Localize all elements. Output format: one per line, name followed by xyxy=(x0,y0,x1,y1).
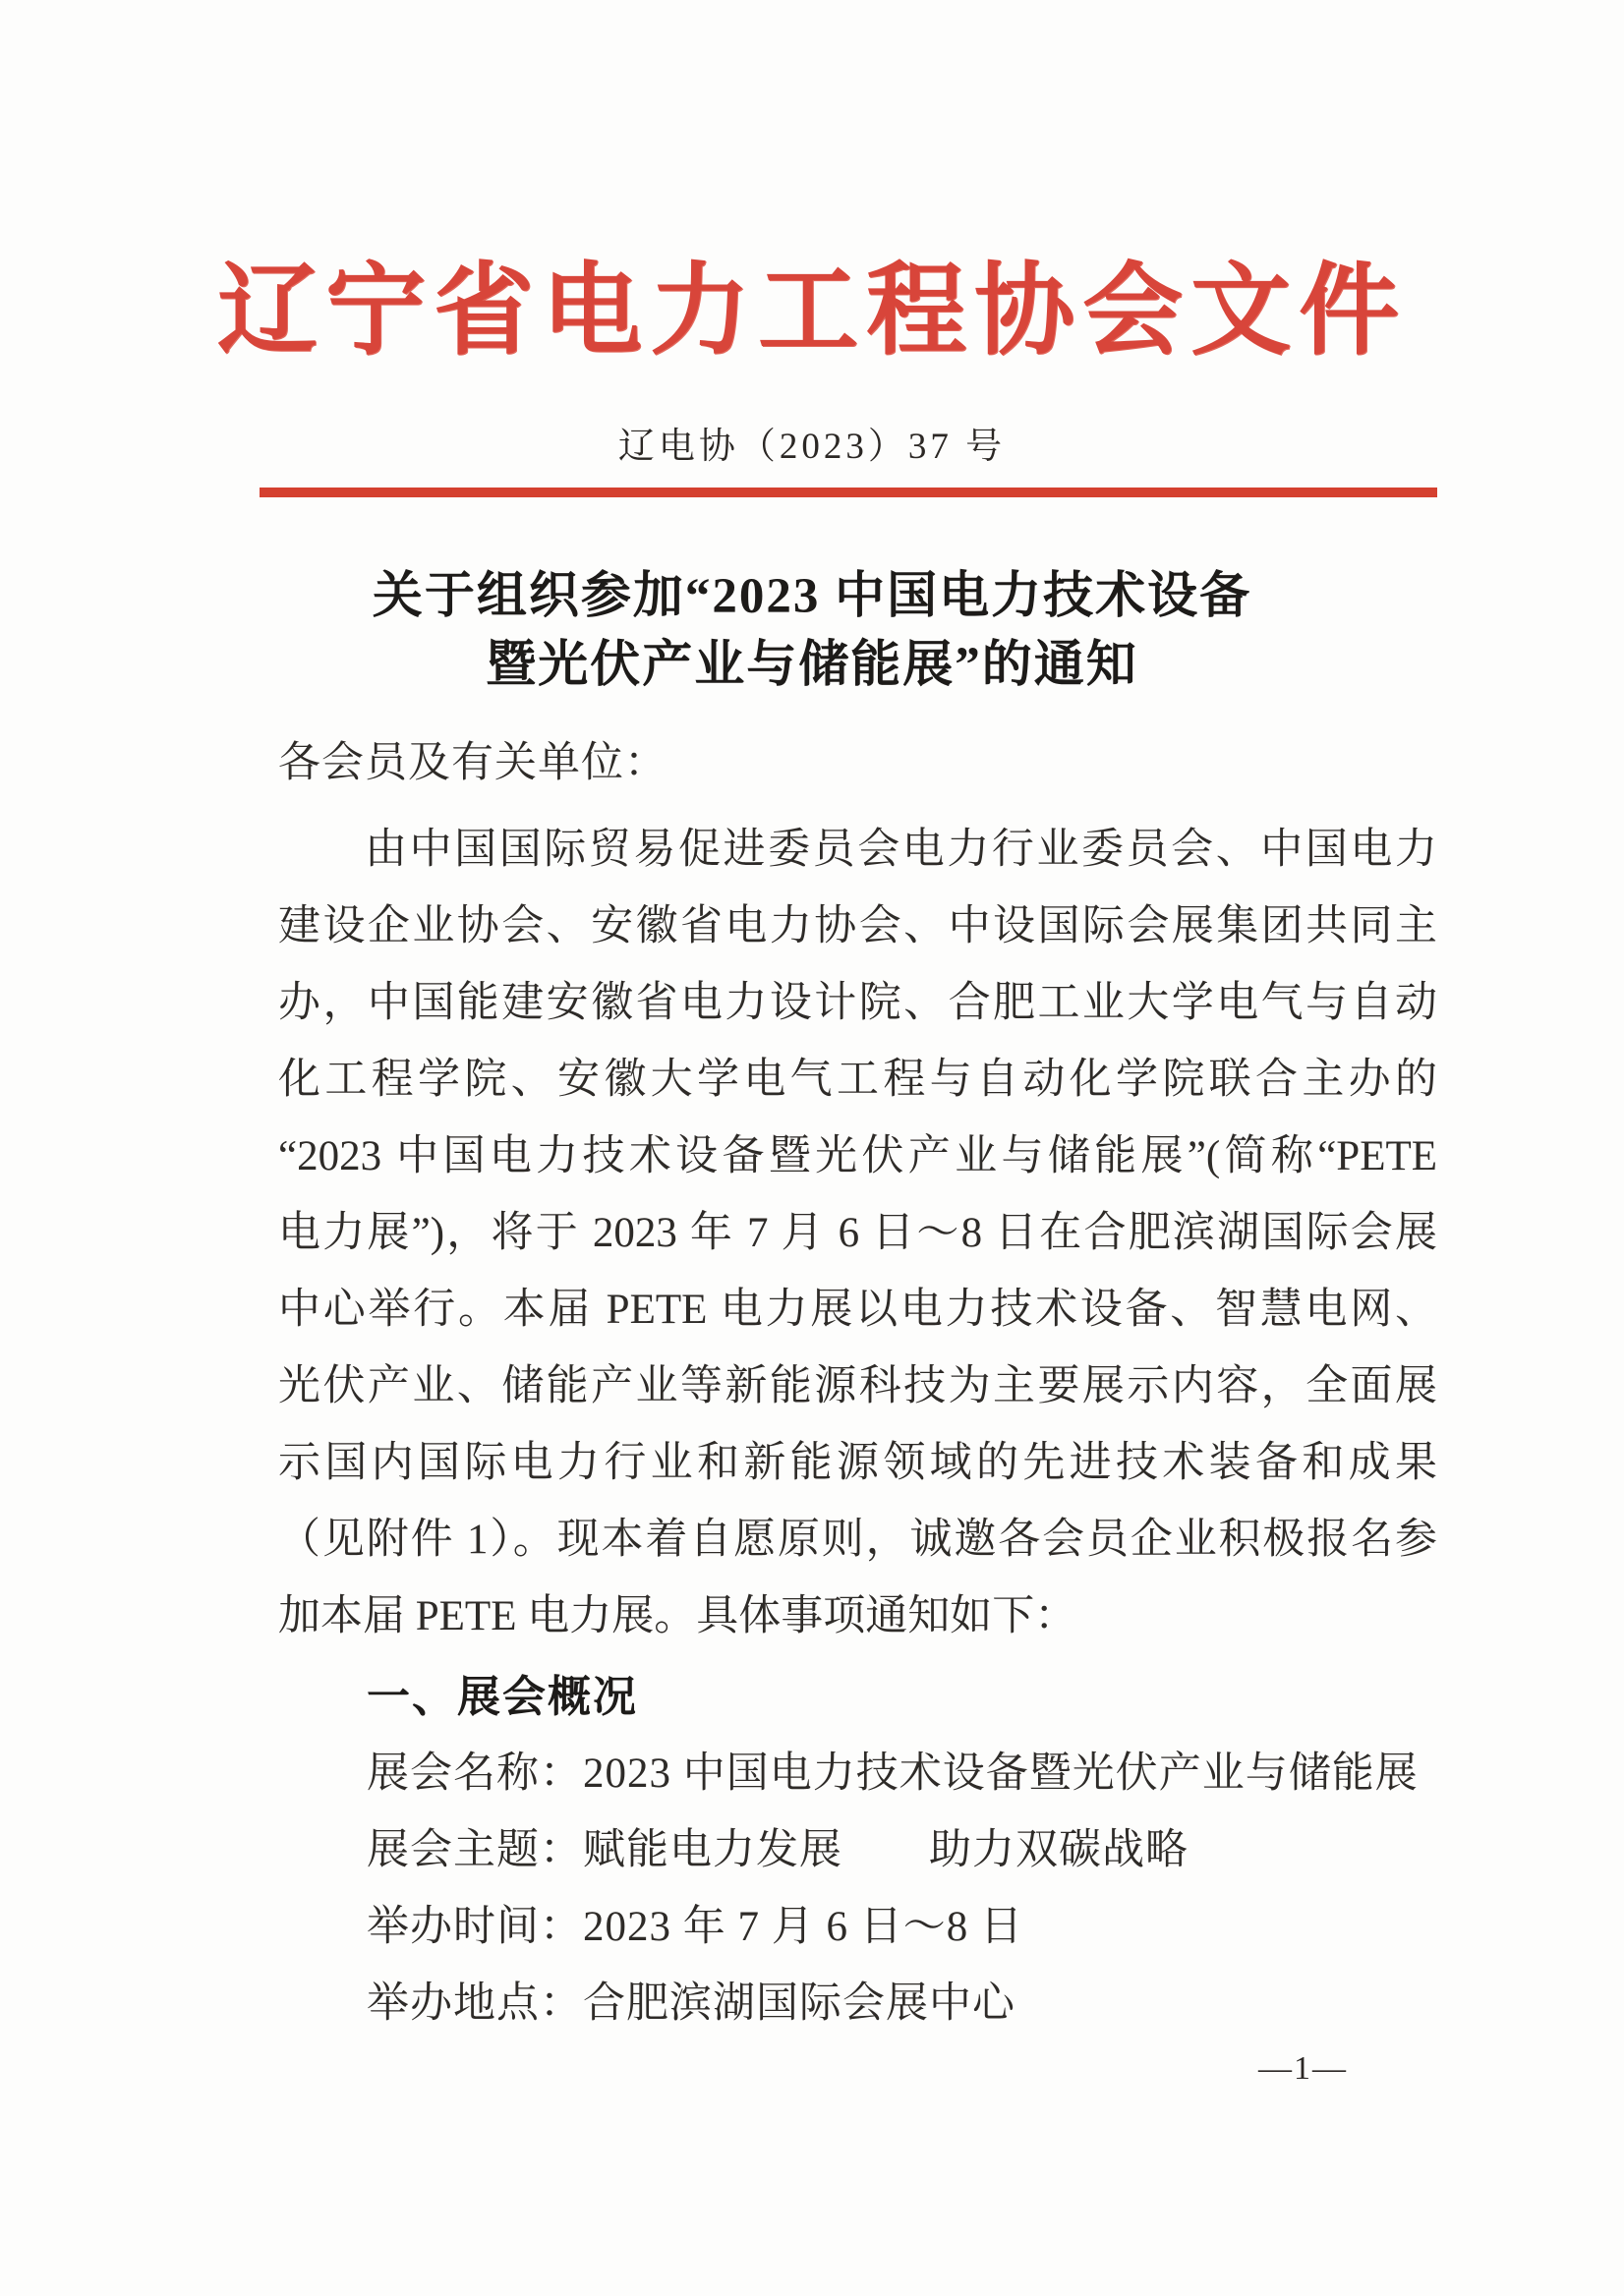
exhibition-theme-line: 展会主题：赋能电力发展 助力双碳战略 xyxy=(367,1827,1189,1873)
page-number: —1— xyxy=(1258,2050,1348,2087)
exhibition-name-line: 展会名称：2023 中国电力技术设备暨光伏产业与储能展 xyxy=(367,1751,1419,1797)
body-line: “2023 中国电力技术设备暨光伏产业与储能展”(简称“PETE xyxy=(278,1133,1437,1179)
notice-title-line1: 关于组织参加“2023 中国电力技术设备 xyxy=(372,569,1252,624)
red-divider-line xyxy=(260,488,1437,497)
body-line: 电力展”)，将于 2023 年 7 月 6 日～8 日在合肥滨湖国际会展 xyxy=(278,1210,1437,1256)
notice-title-line2: 暨光伏产业与储能展”的通知 xyxy=(486,638,1138,693)
body-line: 办，中国能建安徽省电力设计院、合肥工业大学电气与自动 xyxy=(278,980,1437,1026)
exhibition-venue-line: 举办地点：合肥滨湖国际会展中心 xyxy=(367,1980,1015,2027)
body-line: 由中国国际贸易促进委员会电力行业委员会、中国电力 xyxy=(365,827,1437,873)
document-number: 辽电协（2023）37 号 xyxy=(617,427,1007,467)
body-paragraph xyxy=(278,812,1437,1655)
exhibition-date-line: 举办时间：2023 年 7 月 6 日～8 日 xyxy=(367,1904,1023,1950)
body-line: 光伏产业、储能产业等新能源科技为主要展示内容，全面展 xyxy=(278,1363,1437,1409)
body-line: 示国内国际电力行业和新能源领域的先进技术装备和成果 xyxy=(278,1440,1437,1486)
document-body xyxy=(278,725,1437,2042)
salutation: 各会员及有关单位： xyxy=(278,740,667,786)
body-line: 中心举行。本届 PETE 电力展以电力技术设备、智慧电网、 xyxy=(278,1287,1437,1333)
body-line: 加本届 PETE 电力展。具体事项通知如下： xyxy=(278,1593,1077,1639)
letterhead-title: 辽宁省电力工程协会文件 xyxy=(217,257,1407,368)
body-line: 化工程学院、安徽大学电气工程与自动化学院联合主办的 xyxy=(278,1057,1437,1103)
section-heading-overview: 一、展会概况 xyxy=(367,1673,638,1721)
body-line: （见附件 1）。现本着自愿原则，诚邀各会员企业积极报名参 xyxy=(278,1517,1437,1563)
body-line: 建设企业协会、安徽省电力协会、中设国际会展集团共同主 xyxy=(278,903,1437,949)
notice-title xyxy=(0,562,1624,700)
